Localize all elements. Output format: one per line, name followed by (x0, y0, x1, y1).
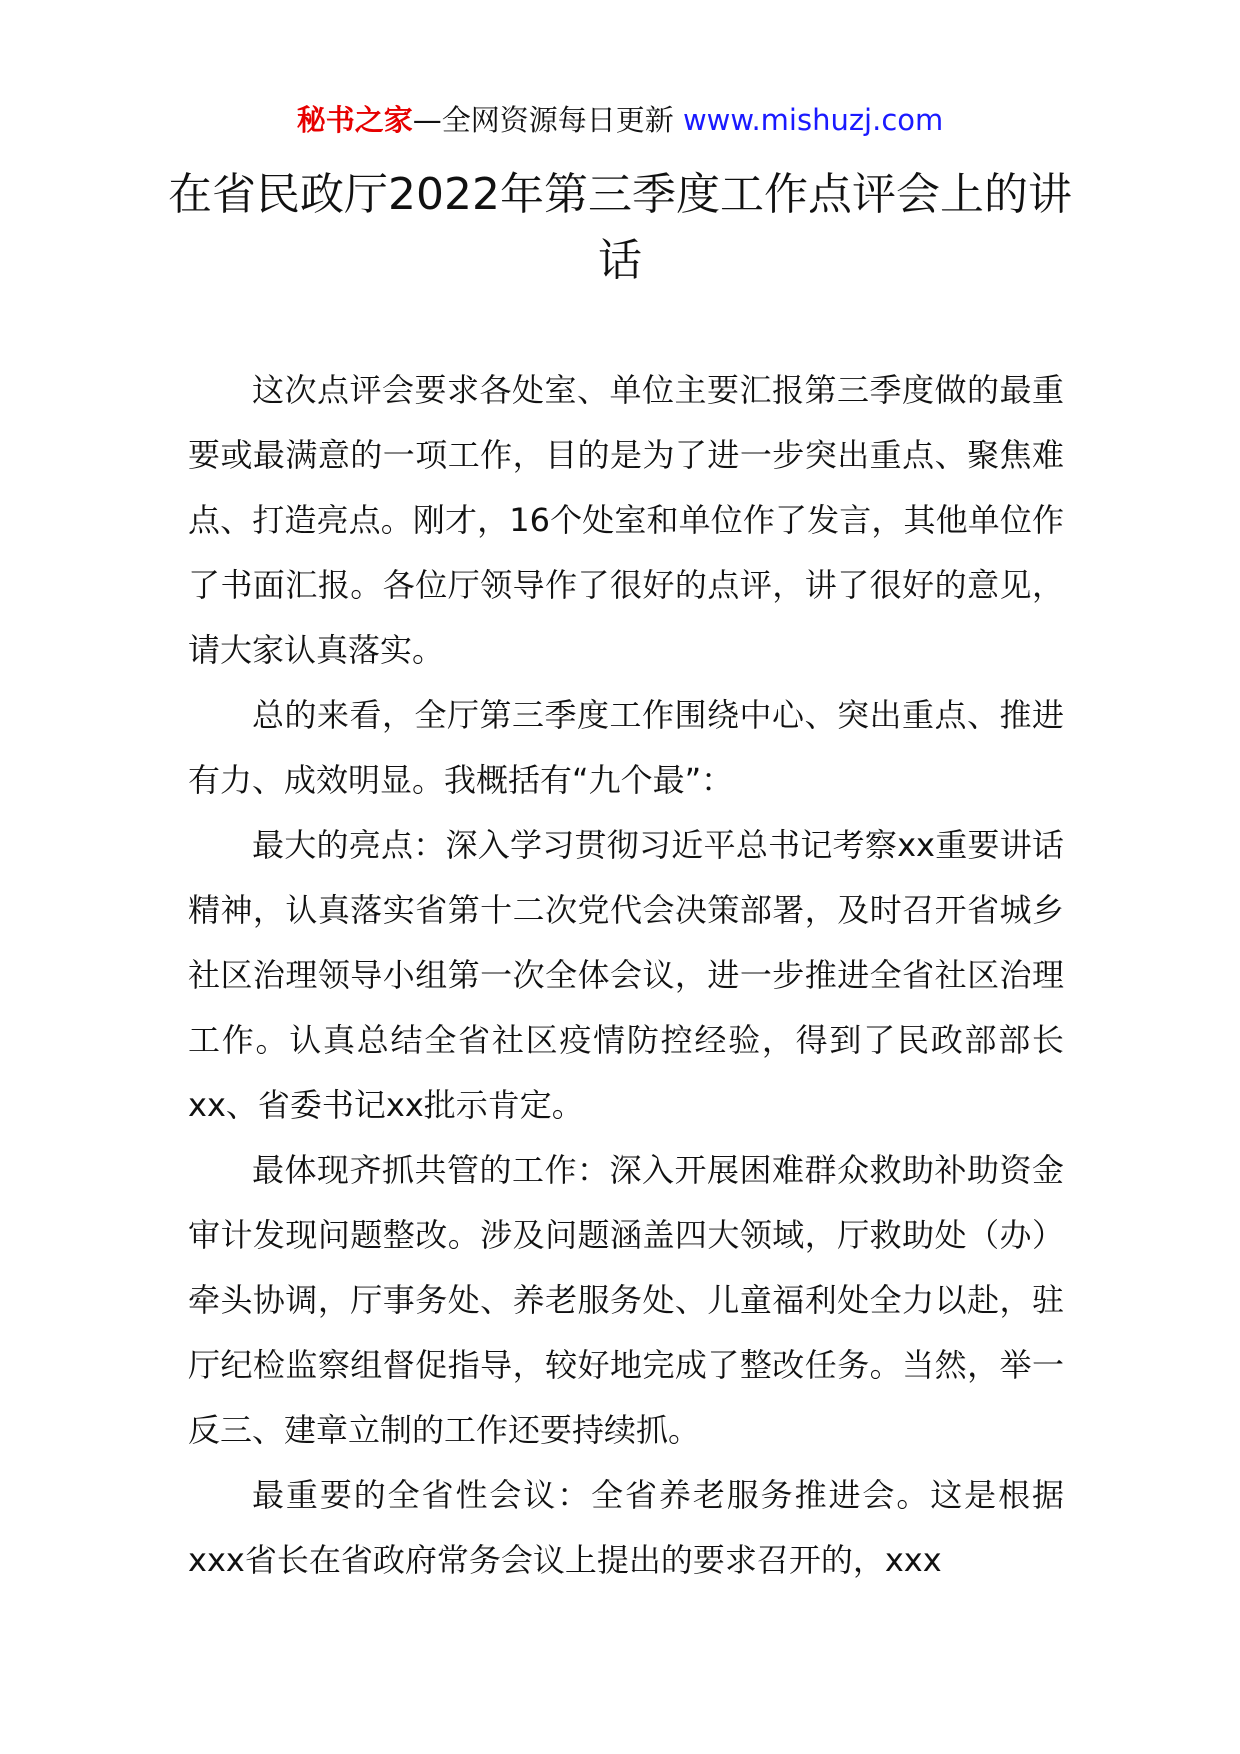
document-title: 在省民政厅2022年第三季度工作点评会上的讲话 (168, 169, 1072, 286)
brand-name: 秘书之家 (296, 103, 413, 137)
document-body (188, 358, 1064, 1593)
site-banner (0, 100, 1240, 140)
paragraph: 最重要的全省性会议：全省养老服务推进会。这是根据xxx省长在省政府常务会议上提出的要求召开的，xxx (188, 1476, 1064, 1579)
paragraph: 最体现齐抓共管的工作：深入开展困难群众救助补助资金审计发现问题整改。涉及问题涵盖四大领域，厅救助处（办）牵头协调，厅事务处、养老服务处、儿童福利处全力以赴，驻厅纪检监察组督促指导，较好地完成了整改任务。当然，举一反三、建章立制的工作还要持续抓。 (188, 1151, 1064, 1449)
site-url-link[interactable]: www.mishuzj.com (682, 103, 944, 137)
paragraph: 最大的亮点：深入学习贯彻习近平总书记考察xx重要讲话精神，认真落实省第十二次党代会决策部署，及时召开省城乡社区治理领导小组第一次全体会议，进一步推进全省社区治理工作。认真总结全省社区疫情防控经验，得到了民政部部长xx、省委书记xx批示肯定。 (188, 826, 1064, 1124)
paragraph: 总的来看，全厅第三季度工作围绕中心、突出重点、推进有力、成效明显。我概括有“九个最”： (188, 696, 1064, 799)
paragraph: 这次点评会要求各处室、单位主要汇报第三季度做的最重要或最满意的一项工作，目的是为了进一步突出重点、聚焦难点、打造亮点。刚才，16个处室和单位作了发言，其他单位作了书面汇报。各位厅领导作了很好的点评，讲了很好的意见，请大家认真落实。 (188, 371, 1064, 669)
banner-tagline: —全网资源每日更新 (412, 103, 674, 137)
